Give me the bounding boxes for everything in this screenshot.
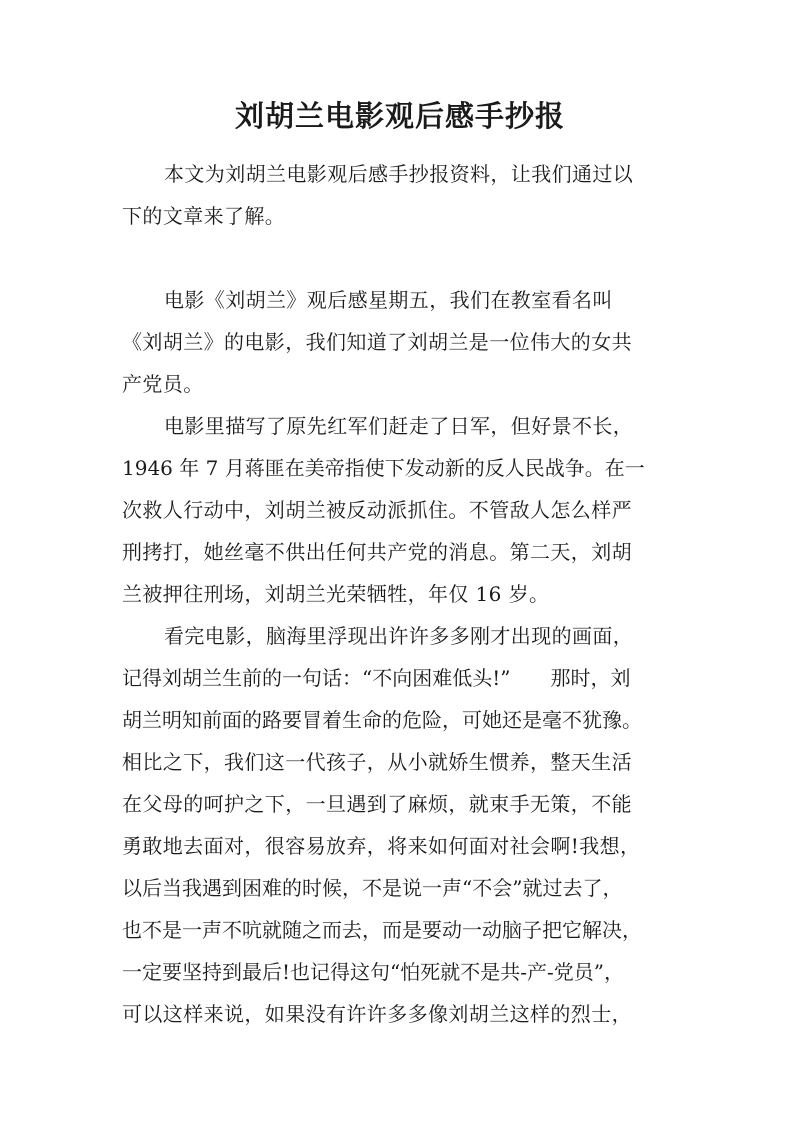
- text-line: 次救人行动中，刘胡兰被反动派抓住。不管敌人怎么样严: [122, 498, 632, 522]
- text-line: 1946 年 7 月蒋匪在美帝指使下发动新的反人民战争。在一: [122, 456, 645, 480]
- text-line: 本文为刘胡兰电影观后感手抄报资料，让我们通过以: [164, 162, 634, 186]
- text-line: 产党员。: [122, 372, 204, 396]
- text-line: 看完电影，脑海里浮现出许许多多刚才出现的画面，: [164, 624, 634, 648]
- text-line: 《刘胡兰》的电影，我们知道了刘胡兰是一位伟大的女共: [122, 330, 632, 354]
- text-line: 胡兰明知前面的路要冒着生命的危险，可她还是毫不犹豫。: [122, 708, 642, 732]
- text-line: 下的文章来了解。: [122, 204, 286, 228]
- text-line: 勇敢地去面对，很容易放弃，将来如何面对社会啊!我想，: [122, 834, 641, 858]
- document-title: 刘胡兰电影观后感手抄报: [234, 99, 565, 133]
- text-line: 电影《刘胡兰》观后感星期五，我们在教室看名叫: [164, 288, 613, 312]
- text-line: 记得刘胡兰生前的一句话：“不向困难低头!” 那时，刘: [122, 666, 631, 690]
- text-line: 电影里描写了原先红军们赶走了日军，但好景不长，: [164, 414, 634, 438]
- text-line: 相比之下，我们这一代孩子，从小就娇生惯养，整天生活: [122, 750, 632, 774]
- text-line: 可以这样来说，如果没有许许多多像刘胡兰这样的烈士，: [122, 1002, 632, 1026]
- text-line: 一定要坚持到最后!也记得这句“怕死就不是共-产-党员”，: [122, 960, 625, 984]
- text-line: 刑拷打，她丝毫不供出任何共产党的消息。第二天，刘胡: [122, 540, 632, 564]
- text-line: 也不是一声不吭就随之而去，而是要动一动脑子把它解决，: [122, 918, 642, 942]
- text-line: 在父母的呵护之下，一旦遇到了麻烦，就束手无策，不能: [122, 792, 632, 816]
- text-line: 以后当我遇到困难的时候，不是说一声“不会”就过去了，: [122, 876, 623, 900]
- text-line: 兰被押往刑场，刘胡兰光荣牺牲，年仅 16 岁。: [122, 582, 550, 606]
